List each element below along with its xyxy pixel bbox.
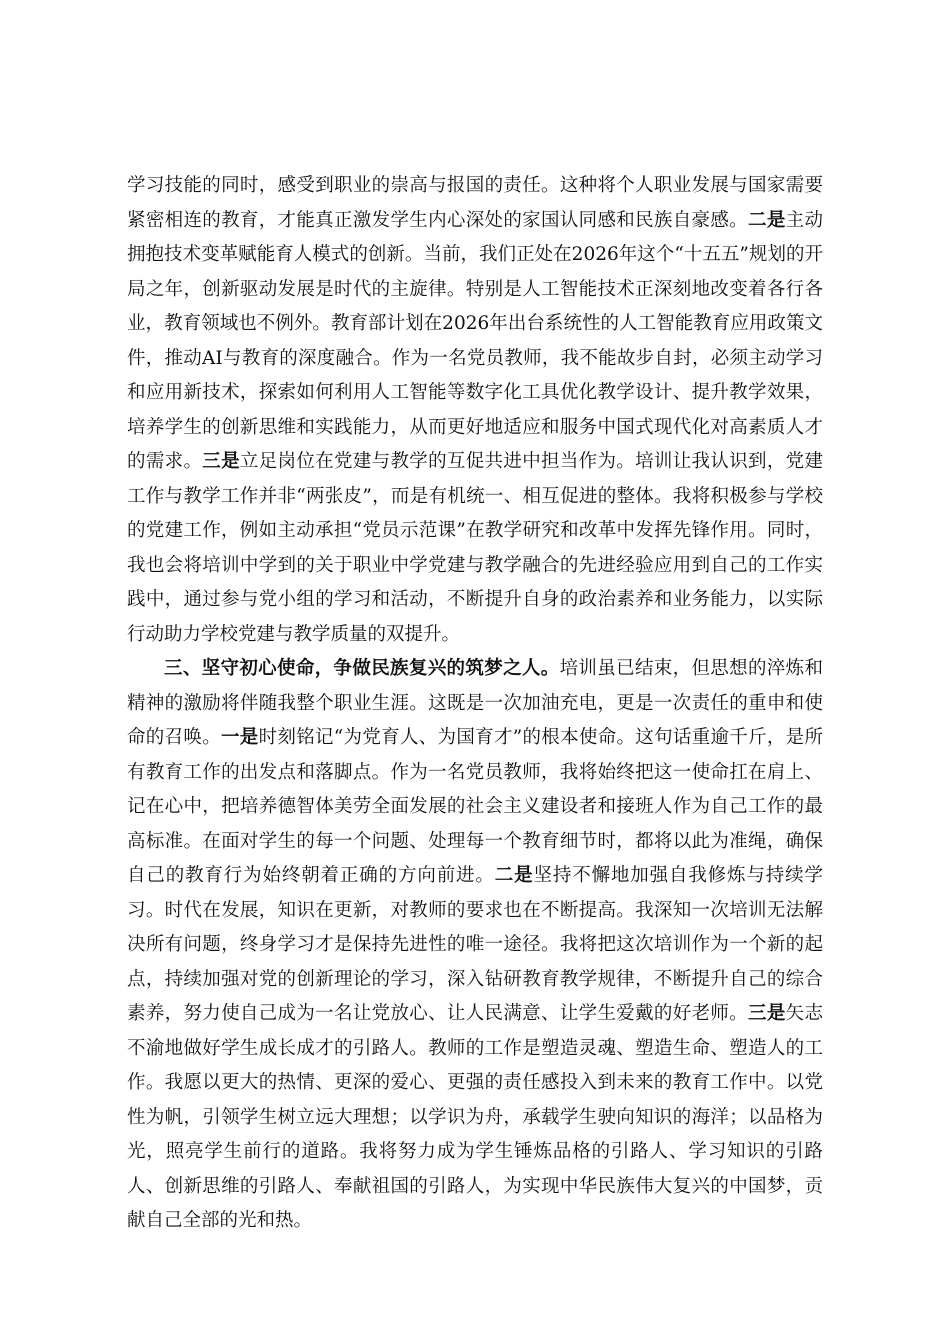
bold-marker: 二是 [748,209,786,231]
text-run: 坚持不懈地加强自我修炼与持续学习。时代在发展，知识在更新，对教师的要求也在不断提高。我深知一次培训无法解决所有问题，终身学习才是保持先进性的唯一途径。我将把这次培训作为一个新的起点，持续加强对党的创新理论的学习，深入钻研教育教学规律，不断提升自己的综合素养，努力使自己成为一名让党放心、让人民满意、让学生爱戴的好老师。 [127,865,823,1024]
section-heading: 三、坚守初心使命，争做民族复兴的筑梦之人。 [164,658,560,679]
text-run: 立足岗位在党建与教学的互促共进中担当作为。培训让我认识到，党建工作与教学工作并非“两张皮”，而是有机统一、相互促进的整体。我将积极参与学校的党建工作，例如主动承担“党员示范课”在教学研究和改革中发挥先锋作用。同时，我也会将培训中学到的关于职业中学党建与教学融合的先进经验应用到自己的工作实践中，通过参与党小组的学习和活动，不断提升自身的政治素养和业务能力，以实际行动助力学校党建与教学质量的双提升。 [127,451,823,645]
bold-marker: 三是 [748,1003,786,1024]
paragraph-continuation [127,169,823,652]
bold-marker: 一是 [221,727,259,748]
document-page [127,169,823,1239]
text-run: 学习技能的同时，感受到职业的崇高与报国的责任。这种将个人职业发展与国家需要紧密相连的教育，才能真正激发学生内心深处的家国认同感和民族自豪感。 [127,175,823,231]
text-run: 培训虽已结束，但思想的淬炼和精神的激励将伴随我整个职业生涯。这既是一次加油充电，更是一次责任的重申和使命的召唤。 [127,658,823,748]
paragraph-section-three [127,652,823,1239]
bold-marker: 二是 [494,865,534,886]
text-run: 矢志不渝地做好学生成长成才的引路人。教师的工作是塑造灵魂、塑造生命、塑造人的工作。我愿以更大的热情、更深的爱心、更强的责任感投入到未来的教育工作中。以党性为帆，引领学生树立远大理想；以学识为舟，承载学生驶向知识的海洋；以品格为光，照亮学生前行的道路。我将努力成为学生锤炼品格的引路人、学习知识的引路人、创新思维的引路人、奉献祖国的引路人，为实现中华民族伟大复兴的中国梦，贡献自己全部的光和热。 [127,1003,823,1231]
text-run: 时刻铭记“为党育人、为国育才”的根本使命。这句话重逾千斤，是所有教育工作的出发点和落脚点。作为一名党员教师，我将始终把这一使命扛在肩上、记在心中，把培养德智体美劳全面发展的社会主义建设者和接班人作为自己工作的最高标准。在面对学生的每一个问题、处理每一个教育细节时，都将以此为准绳，确保自己的教育行为始终朝着正确的方向前进。 [127,727,823,886]
bold-marker: 三是 [202,451,240,472]
text-run: 主动拥抱技术变革赋能育人模式的创新。当前，我们正处在2026年这个“十五五”规划的开局之年，创新驱动发展是时代的主旋律。特别是人工智能技术正深刻地改变着各行各业，教育领域也不例外。教育部计划在2026年出台系统性的人工智能教育应用政策文件，推动AI与教育的深度融合。作为一名党员教师，我不能故步自封，必须主动学习和应用新技术，探索如何利用人工智能等数字化工具优化教学设计、提升教学效果，培养学生的创新思维和实践能力，从而更好地适应和服务中国式现代化对高素质人才的需求。 [127,209,823,472]
